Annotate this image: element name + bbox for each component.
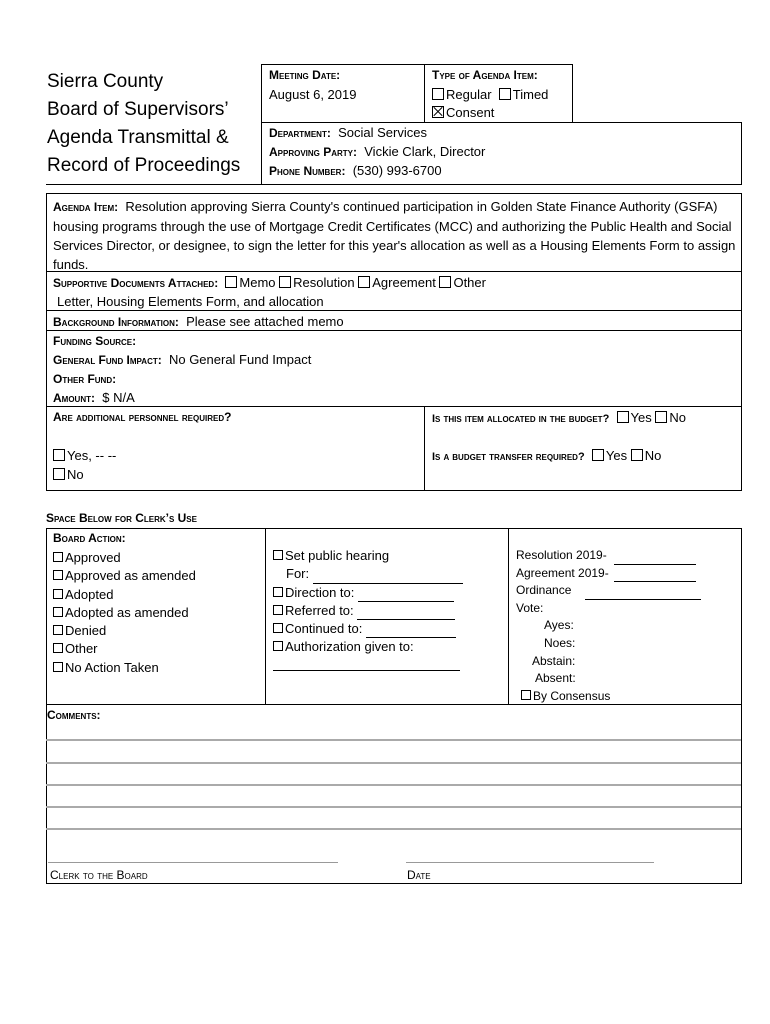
clerk-section-label: Space Below for Clerk’s Use — [46, 511, 197, 525]
noes-label: Noes: — [544, 635, 576, 650]
personnel-yes-label: Yes, -- -- — [67, 448, 117, 463]
transfer-yes-label: Yes — [605, 448, 628, 463]
authorization-label: Authorization given to: — [285, 639, 414, 655]
other-action-checkbox[interactable] — [53, 643, 63, 653]
ordinance-field[interactable] — [585, 599, 701, 600]
department-row — [269, 124, 427, 142]
title-line-1: Sierra County — [47, 71, 164, 92]
meeting-date-label: Meeting Date: — [269, 68, 341, 82]
approving-label: Approving Party: — [269, 145, 358, 159]
agreement-number-label: Agreement 2019- — [516, 565, 609, 580]
transfer-no-label: No — [644, 448, 662, 463]
type-label: Type of Agenda Item: — [432, 68, 538, 82]
budget-row — [432, 409, 686, 428]
no-action-checkbox[interactable] — [53, 662, 63, 672]
other-checkbox[interactable] — [439, 276, 451, 288]
personnel-no-checkbox[interactable] — [53, 468, 65, 480]
form-title — [47, 68, 257, 180]
budget-question: Is this item allocated in the budget? — [432, 413, 610, 425]
resolution-label: Resolution — [293, 275, 355, 290]
adopted-as-amended-checkbox[interactable] — [53, 607, 63, 617]
agenda-item — [53, 197, 737, 274]
comment-line-5[interactable] — [46, 828, 741, 830]
action-approved[interactable]: Approved — [53, 549, 196, 567]
general-fund-value: No General Fund Impact — [168, 352, 312, 367]
phone-label: Phone Number: — [269, 164, 346, 178]
direction-checkbox[interactable] — [273, 587, 283, 597]
action-adopted-as-amended[interactable]: Adopted as amended — [53, 604, 196, 622]
personnel-yes-checkbox[interactable] — [53, 449, 65, 461]
absent-label: Absent: — [535, 671, 576, 686]
agenda-item-label: Agenda Item: — [53, 200, 119, 214]
resolution-number-label: Resolution 2019- — [516, 548, 607, 562]
consent-label: Consent — [446, 105, 495, 120]
action-other[interactable]: Other — [53, 640, 196, 658]
agreement-checkbox[interactable] — [358, 276, 370, 288]
department-label: Department: — [269, 126, 331, 140]
type-options — [432, 86, 548, 103]
supporting-label: Supportive Documents Attached: — [53, 276, 219, 290]
vote-label: Vote: — [516, 600, 544, 615]
comments-label: Comments: — [47, 708, 101, 722]
authorization-field[interactable] — [273, 670, 460, 671]
referred-label: Referred to: — [285, 602, 354, 618]
funding-source-label: Funding Source: — [53, 334, 137, 348]
personnel-yes-option — [53, 447, 116, 464]
title-line-4: Record of Proceedings — [47, 155, 241, 176]
budget-yes-checkbox[interactable] — [617, 411, 629, 423]
date-label: Date — [407, 868, 431, 882]
authorization-checkbox[interactable] — [273, 641, 283, 651]
transfer-no-checkbox[interactable] — [631, 449, 643, 461]
for-label: For: — [286, 566, 310, 582]
budget-yes-label: Yes — [630, 410, 652, 425]
continued-checkbox[interactable] — [273, 623, 283, 633]
action-denied[interactable]: Denied — [53, 622, 196, 640]
regular-label: Regular — [446, 87, 492, 102]
consensus-checkbox[interactable] — [521, 690, 531, 700]
approved-as-amended-checkbox[interactable] — [53, 570, 63, 580]
referred-checkbox[interactable] — [273, 605, 283, 615]
meeting-date-value: August 6, 2019 — [269, 87, 357, 102]
timed-checkbox[interactable] — [499, 88, 511, 100]
action-approved-as-amended[interactable]: Approved as amended — [53, 567, 196, 585]
abstain-label: Abstain: — [532, 653, 576, 668]
board-actions-list — [53, 549, 196, 677]
phone-value: (530) 993-6700 — [352, 163, 442, 178]
clerk-signature-line[interactable] — [48, 862, 338, 863]
amount-label: Amount: — [53, 391, 95, 405]
other-fund-label: Other Fund: — [53, 372, 117, 386]
agreement-label: Agreement — [372, 275, 436, 290]
adopted-checkbox[interactable] — [53, 589, 63, 599]
ordinance-label: Ordinance — [516, 583, 572, 598]
approved-checkbox[interactable] — [53, 552, 63, 562]
budget-no-checkbox[interactable] — [655, 411, 667, 423]
general-fund-row — [53, 351, 311, 369]
background-value: Please see attached memo — [186, 314, 344, 329]
board-action-label: Board Action: — [53, 531, 126, 545]
timed-label: Timed — [512, 87, 549, 102]
middle-actions — [273, 547, 463, 657]
memo-checkbox[interactable] — [225, 276, 237, 288]
consent-checkbox-checked[interactable] — [432, 106, 444, 118]
agenda-item-text: Resolution approving Sierra County's continued participation in Golden State Finance Authority (GSFA) housing programs through the use of Mortgage Credit Certificates (MCC) and authorizing the Public Health and Social Services Director, or designee, to sign the letter for this year's allocation as well as a Housing Elements Form to assign funds. — [53, 199, 736, 272]
public-hearing-checkbox[interactable] — [273, 550, 283, 560]
action-adopted[interactable]: Adopted — [53, 586, 196, 604]
transfer-row — [432, 447, 661, 466]
denied-checkbox[interactable] — [53, 625, 63, 635]
budget-no-label: No — [669, 410, 686, 425]
background-row — [53, 313, 344, 331]
ayes-label: Ayes: — [544, 618, 574, 633]
title-line-3: Agenda Transmittal & — [47, 127, 229, 148]
regular-checkbox[interactable] — [432, 88, 444, 100]
supporting-other-text: Letter, Housing Elements Form, and allocation — [57, 294, 324, 309]
personnel-question: Are additional personnel required? — [53, 410, 232, 424]
memo-label: Memo — [239, 275, 276, 290]
clerk-signature-label: Clerk to the Board — [50, 868, 148, 882]
consensus-label: By Consensus — [533, 688, 611, 703]
personnel-no-label: No — [67, 467, 84, 482]
resolution-checkbox[interactable] — [279, 276, 291, 288]
consent-option — [432, 104, 494, 121]
transfer-question: Is a budget transfer required? — [432, 451, 585, 463]
department-value: Social Services — [338, 125, 427, 140]
approving-value: Vickie Clark, Director — [364, 144, 486, 159]
supporting-docs — [53, 274, 486, 292]
background-label: Background Information: — [53, 315, 179, 329]
personnel-no-option — [53, 466, 84, 483]
direction-label: Direction to: — [285, 584, 355, 600]
phone-row — [269, 162, 442, 180]
approving-row — [269, 143, 485, 161]
comment-line-4[interactable] — [46, 806, 741, 808]
title-line-2: Board of Supervisors’ — [47, 99, 229, 120]
amount-value: $ N/A — [102, 390, 135, 405]
comment-line-3[interactable] — [46, 784, 741, 786]
date-signature-line[interactable] — [406, 862, 654, 863]
comment-line-1[interactable] — [46, 739, 741, 741]
action-no-action-taken[interactable]: No Action Taken — [53, 659, 196, 677]
transfer-yes-checkbox[interactable] — [592, 449, 604, 461]
continued-label: Continued to: — [285, 621, 363, 637]
other-label: Other — [453, 275, 486, 290]
amount-row — [53, 389, 135, 407]
record-column — [516, 547, 701, 705]
comment-line-2[interactable] — [46, 762, 741, 764]
public-hearing-label: Set public hearing — [285, 548, 390, 563]
general-fund-label: General Fund Impact: — [53, 353, 162, 367]
